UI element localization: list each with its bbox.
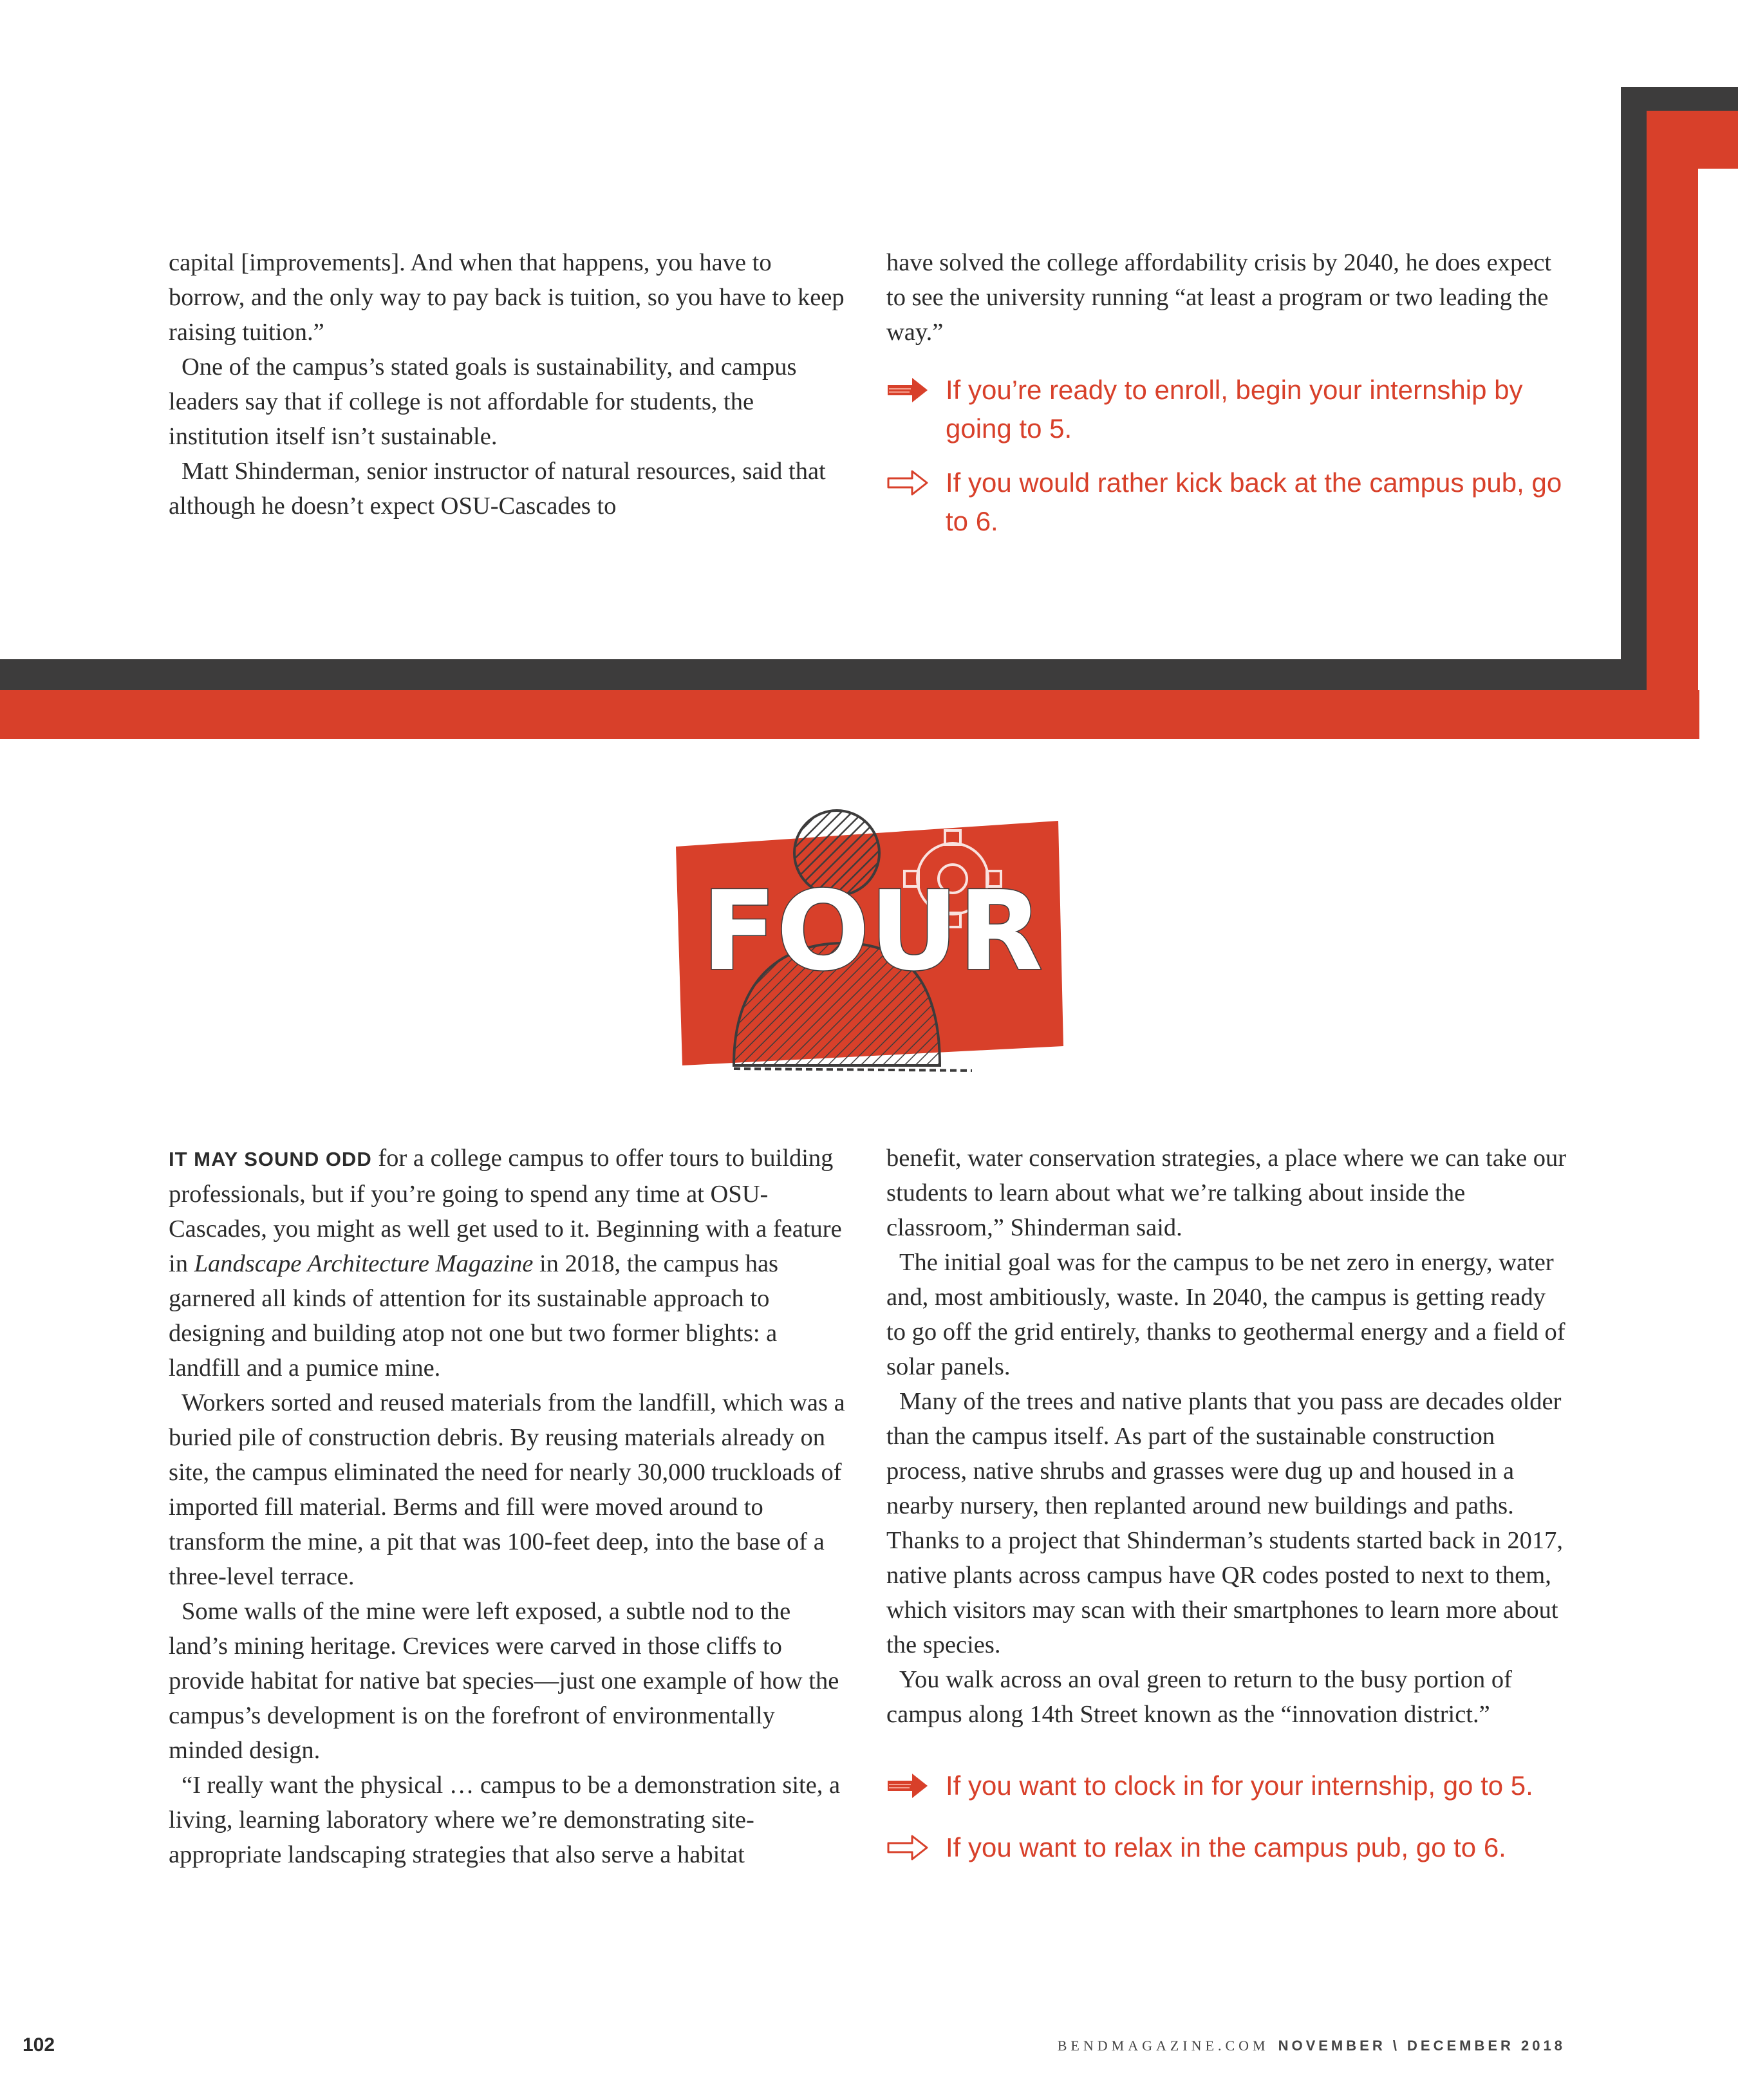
paragraph: Some walls of the mine were left exposed, a subtle nod to the land’s mining heritage. Crevices were carved in those cliffs to provide habitat for native bat species—just one example of how the campus’s development is on the forefront of environmentally minded design. (169, 1598, 839, 1764)
paragraph: have solved the college affordability crisis by 2040, he does expect to see the university running “at least a program or two leading the way.” (886, 249, 1552, 346)
text: in 2018, the campus has garnered all kinds of attention for its sustainable approach to designing and building atop not one but two former blights: a landfill and a pumice mine. (169, 1250, 779, 1382)
lower-left-column (169, 1141, 851, 1872)
paragraph: capital [improvements]. And when that happens, you have to borrow, and the only way to pay back is tuition, so you have to keep raising tuition.” (169, 249, 845, 346)
choice-text: If you want to relax in the campus pub, go to 6. (946, 1832, 1506, 1862)
upper-right-column (886, 245, 1569, 350)
frame-inner-white (1698, 169, 1738, 739)
choice-internship[interactable] (886, 1767, 1594, 1806)
magazine-title: Landscape Architecture Magazine (194, 1250, 534, 1277)
section-four-emblem (669, 808, 1069, 1078)
footer-folio (1058, 2038, 1565, 2054)
frame-bar-dark-horizontal (0, 659, 1647, 690)
choice-enroll[interactable] (886, 371, 1569, 448)
lower-right-column (886, 1141, 1569, 1732)
frame-bar-red-horizontal (0, 690, 1699, 739)
upper-left-column (169, 245, 851, 523)
paragraph: The initial goal was for the campus to be net zero in energy, water and, most ambitiously, waste. In 2040, the campus is getting ready to go off the grid entirely, thanks to geothermal energy and a field of solar panels. (886, 1249, 1565, 1380)
choice-text: If you want to clock in for your internship, go to 5. (946, 1770, 1533, 1801)
solid-arrow-icon (886, 1772, 929, 1800)
lead-in: IT MAY SOUND ODD (169, 1148, 372, 1170)
paragraph: “I really want the physical … campus to be a demonstration site, a living, learning laboratory where we’re demonstrating site-appropriate landscaping strategies that also serve a habitat (169, 1772, 841, 1868)
paragraph: Matt Shinderman, senior instructor of natural resources, said that although he doesn’t expect OSU-Cascades to (169, 458, 826, 520)
choice-text: If you would rather kick back at the campus pub, go to 6. (946, 467, 1562, 536)
solid-arrow-icon (886, 376, 929, 404)
text: for a college campus to offer tours to building professionals, but if you’re going to spend any time at OSU-Cascades, you might as well get used to it. Beginning with a feature in (169, 1145, 842, 1277)
choice-pub[interactable] (886, 464, 1569, 541)
choice-text: If you’re ready to enroll, begin your internship by going to 5. (946, 375, 1523, 444)
outline-arrow-icon (886, 1833, 929, 1862)
choice-relax[interactable] (886, 1828, 1594, 1868)
paragraph: One of the campus’s stated goals is sustainability, and campus leaders say that if college is not affordable for students, the institution itself isn’t sustainable. (169, 353, 797, 450)
site-url: BENDMAGAZINE.COM (1057, 2038, 1269, 2054)
paragraph: Workers sorted and reused materials from the landfill, which was a buried pile of construction debris. By reusing materials already on site, the campus eliminated the need for nearly 30,000 truckloads of imported fill material. Berms and fill were moved around to transform the mine, a pit that was 100-feet deep, into the base of a three-level terrace. (169, 1389, 845, 1590)
paragraph: Many of the trees and native plants that you pass are decades older than the campus itself. As part of the sustainable construction process, native shrubs and grasses were dug up and housed in a nearby nursery, then replanted around new buildings and paths. Thanks to a project that Shinderman’s students started back in 2017, native plants across campus have QR codes posted to next to them, which visitors may scan with their smartphones to learn more about the species. (886, 1388, 1564, 1658)
paragraph (169, 1141, 851, 1385)
issue-date: NOVEMBER \ DECEMBER 2018 (1278, 2038, 1565, 2054)
page-number: 102 (23, 2034, 55, 2056)
paragraph: benefit, water conservation strategies, a place where we can take our students to learn about what we’re talking about inside the classroom,” Shinderman said. (886, 1145, 1567, 1241)
paragraph: You walk across an oval green to return to the busy portion of campus along 14th Street known as the “innovation district.” (886, 1666, 1512, 1728)
outline-arrow-icon (886, 469, 929, 497)
section-title: FOUR (702, 868, 1043, 995)
